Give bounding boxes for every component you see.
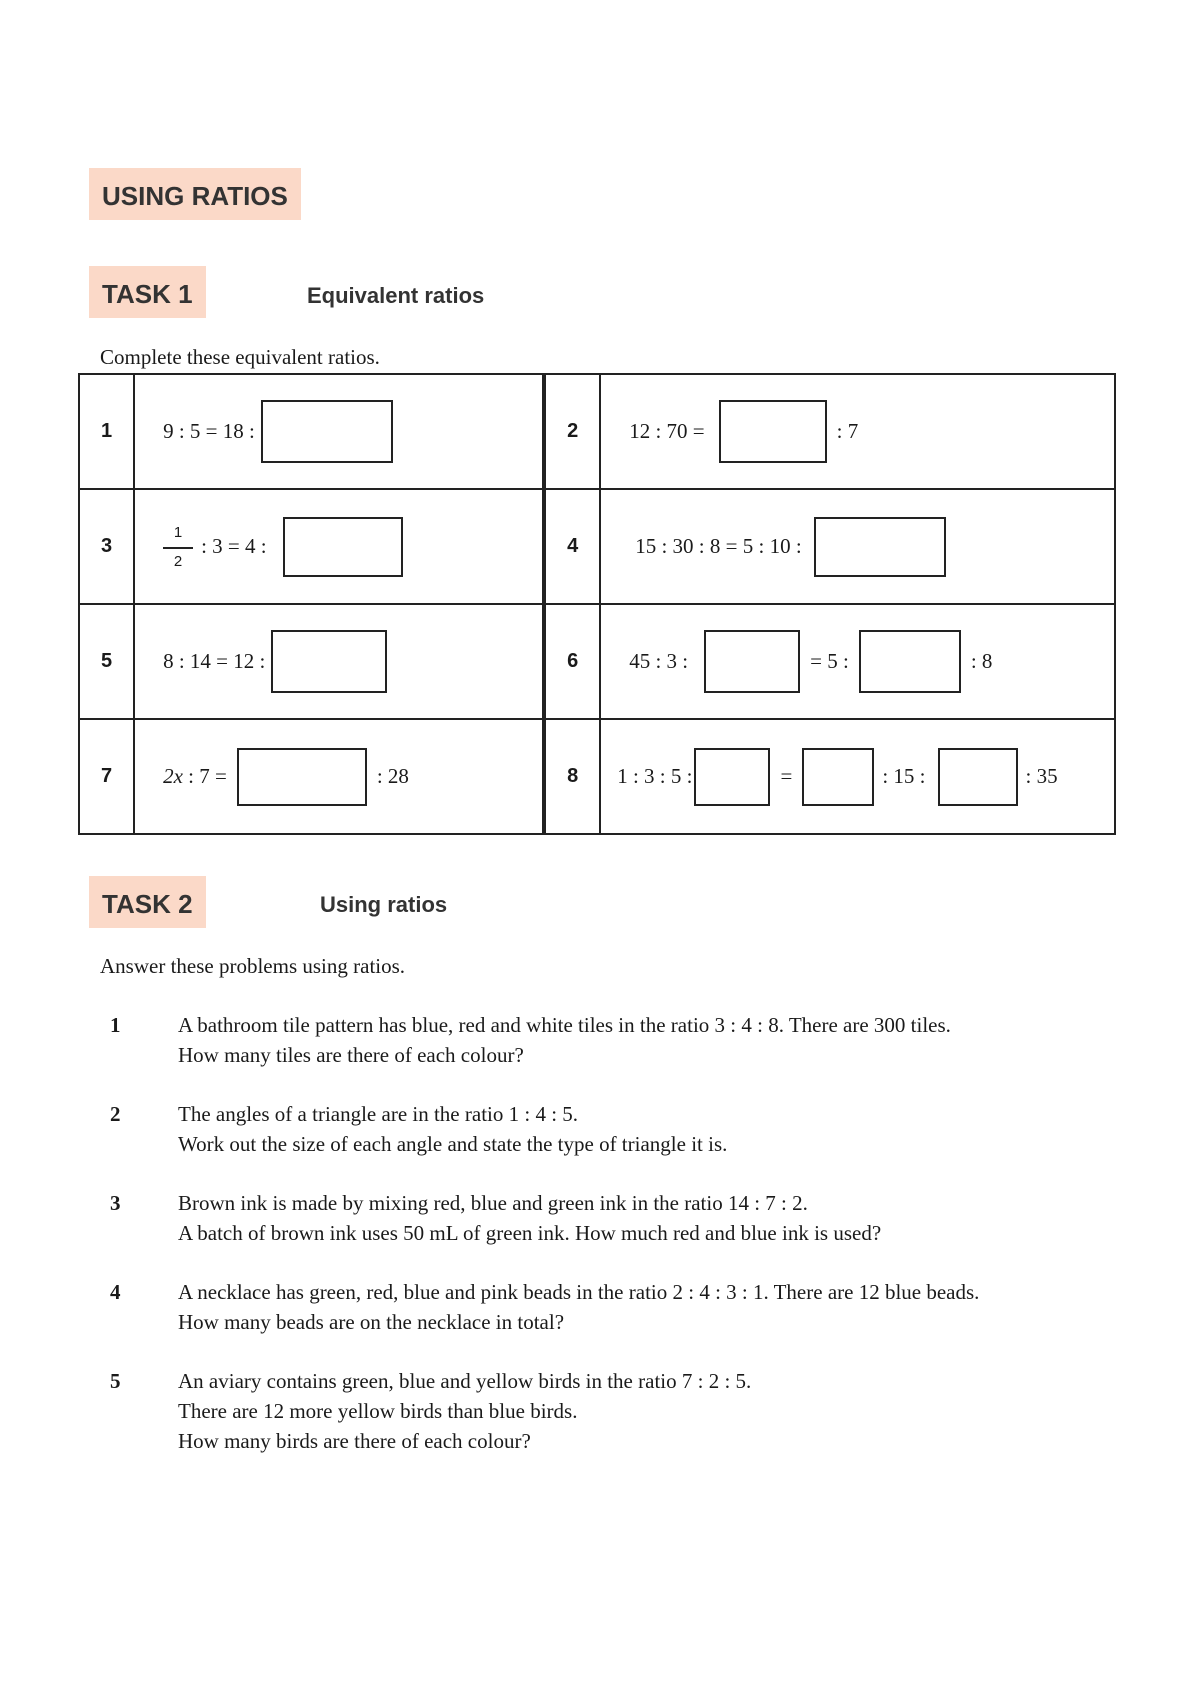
answer-box[interactable] bbox=[814, 517, 946, 577]
ratio-text: 45 : 3 : bbox=[629, 649, 689, 673]
answer-box[interactable] bbox=[719, 400, 827, 463]
answer-box[interactable] bbox=[802, 748, 874, 806]
problem-list bbox=[100, 1010, 1120, 1485]
table-row bbox=[79, 719, 1115, 834]
ratio-text: : 28 bbox=[376, 764, 409, 788]
ratio-cell-2 bbox=[600, 374, 1115, 489]
answer-box[interactable] bbox=[271, 630, 387, 693]
ratio-text: : 35 bbox=[1025, 764, 1058, 788]
ratio-text: : 8 bbox=[970, 649, 993, 673]
table-row bbox=[79, 489, 1115, 604]
task1-heading: Equivalent ratios bbox=[307, 283, 485, 308]
table-row bbox=[79, 604, 1115, 719]
problem-line: How many beads are on the necklace in total? bbox=[178, 1310, 565, 1334]
page-title: USING RATIOS bbox=[89, 168, 301, 220]
ratio-text: : 15 : bbox=[882, 764, 926, 788]
answer-box[interactable] bbox=[859, 630, 961, 693]
item-number: 6 bbox=[544, 604, 600, 719]
fraction-denominator: 2 bbox=[173, 552, 183, 570]
answer-box[interactable] bbox=[938, 748, 1018, 806]
table-row bbox=[79, 374, 1115, 489]
task2-heading: Using ratios bbox=[320, 892, 448, 917]
ratio-text: 8 : 14 = 12 : bbox=[163, 649, 266, 673]
problem-line: The angles of a triangle are in the ratio 1 : 4 : 5. bbox=[178, 1102, 579, 1126]
ratio-cell-1 bbox=[134, 374, 544, 489]
task1-instruction: Complete these equivalent ratios. bbox=[100, 345, 380, 369]
problem-number: 5 bbox=[110, 1369, 121, 1393]
ratio-cell-5 bbox=[134, 604, 544, 719]
fraction-bar bbox=[163, 547, 193, 549]
answer-box[interactable] bbox=[704, 630, 800, 693]
problem-line: How many birds are there of each colour? bbox=[178, 1429, 531, 1453]
ratio-cell-4 bbox=[600, 489, 1115, 604]
list-item bbox=[100, 1366, 1120, 1456]
ratio-text: = 5 : bbox=[810, 649, 849, 673]
ratio-text: 15 : 30 : 8 = 5 : 10 : bbox=[635, 534, 802, 558]
list-item bbox=[100, 1099, 1120, 1159]
problem-number: 1 bbox=[110, 1013, 121, 1037]
answer-box[interactable] bbox=[694, 748, 770, 806]
problem-line: A batch of brown ink uses 50 mL of green ink. How much red and blue ink is used? bbox=[178, 1221, 882, 1245]
item-number: 8 bbox=[544, 719, 600, 834]
item-number: 7 bbox=[79, 719, 134, 834]
ratio-variable: 2x bbox=[163, 764, 183, 788]
item-number: 4 bbox=[544, 489, 600, 604]
ratio-text: : 7 bbox=[836, 419, 859, 443]
equivalent-ratios-table bbox=[78, 373, 1116, 835]
problem-number: 4 bbox=[110, 1280, 121, 1304]
item-number: 5 bbox=[79, 604, 134, 719]
answer-box[interactable] bbox=[261, 400, 393, 463]
fraction bbox=[163, 524, 193, 570]
answer-box[interactable] bbox=[237, 748, 367, 806]
problem-line: There are 12 more yellow birds than blue birds. bbox=[178, 1399, 578, 1423]
problem-line: A necklace has green, red, blue and pink beads in the ratio 2 : 4 : 3 : 1. There are 12 blue beads. bbox=[178, 1280, 980, 1304]
problem-line: Work out the size of each angle and state the type of triangle it is. bbox=[178, 1132, 728, 1156]
ratio-text: 9 : 5 = 18 : bbox=[163, 419, 255, 443]
task2-instruction: Answer these problems using ratios. bbox=[100, 954, 406, 978]
problem-line: Brown ink is made by mixing red, blue and green ink in the ratio 14 : 7 : 2. bbox=[178, 1191, 808, 1215]
task2-tag: TASK 2 bbox=[89, 876, 206, 928]
list-item bbox=[100, 1188, 1120, 1248]
ratio-text: 12 : 70 = bbox=[629, 419, 705, 443]
list-item bbox=[100, 1010, 1120, 1070]
item-number: 1 bbox=[79, 374, 134, 489]
ratio-cell-3 bbox=[134, 489, 544, 604]
ratio-text: : 7 = bbox=[182, 764, 227, 788]
problem-line: How many tiles are there of each colour? bbox=[178, 1043, 524, 1067]
ratio-text: : 3 = 4 : bbox=[201, 534, 267, 558]
ratio-cell-6 bbox=[600, 604, 1115, 719]
list-item bbox=[100, 1277, 1120, 1337]
ratio-text: 1 : 3 : 5 : bbox=[617, 764, 693, 788]
ratio-text: = bbox=[780, 764, 793, 788]
item-number: 3 bbox=[79, 489, 134, 604]
problem-number: 2 bbox=[110, 1102, 121, 1126]
answer-box[interactable] bbox=[283, 517, 403, 577]
ratio-cell-8 bbox=[600, 719, 1115, 834]
fraction-numerator: 1 bbox=[173, 523, 183, 541]
task1-tag: TASK 1 bbox=[89, 266, 206, 318]
item-number: 2 bbox=[544, 374, 600, 489]
problem-line: A bathroom tile pattern has blue, red and white tiles in the ratio 3 : 4 : 8. There are 300 tiles. bbox=[178, 1013, 951, 1037]
problem-line: An aviary contains green, blue and yellow birds in the ratio 7 : 2 : 5. bbox=[178, 1369, 752, 1393]
ratio-cell-7 bbox=[134, 719, 544, 834]
problem-number: 3 bbox=[110, 1191, 121, 1215]
